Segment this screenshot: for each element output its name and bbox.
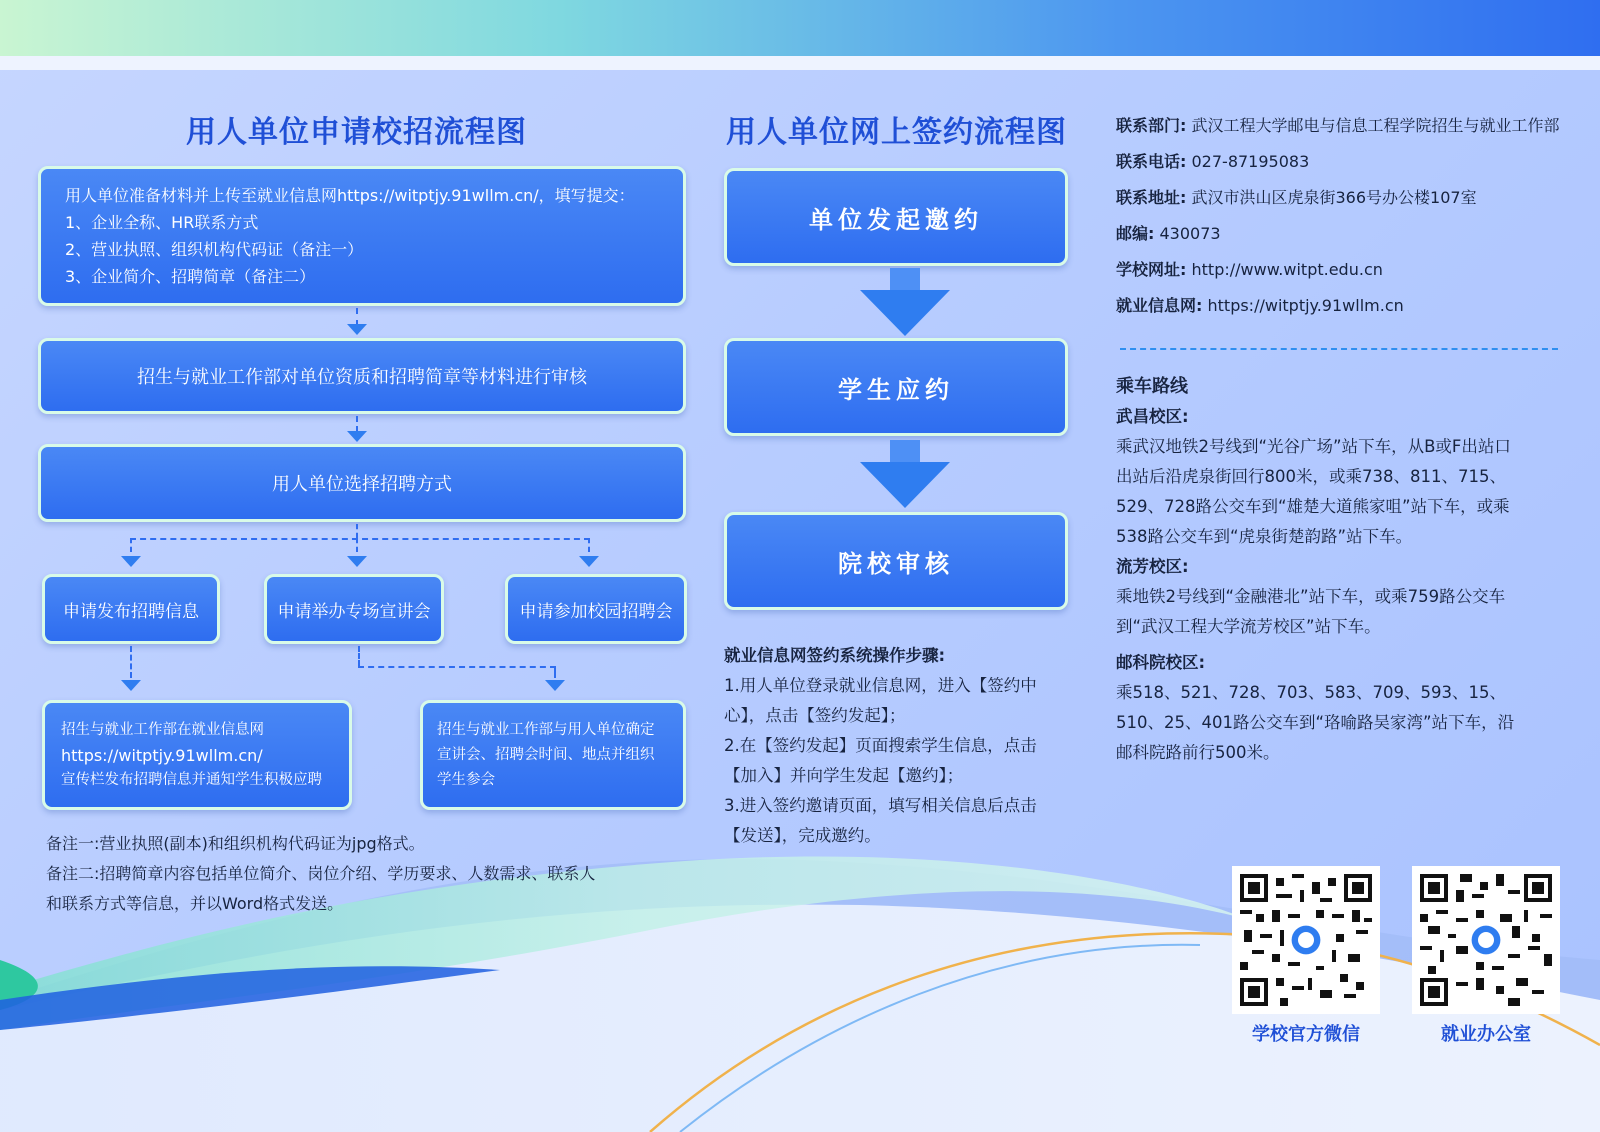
step-upload-materials [38, 166, 686, 306]
route-line: 乘地铁2号线到“金融港北”站下车，或乘759路公交车 [1116, 587, 1506, 606]
result-publish [42, 700, 352, 810]
address-value: 武汉市洪山区虎泉街366号办公楼107室 [1191, 188, 1477, 207]
site-label: 学校网址: [1116, 260, 1187, 279]
sign-step-invite: 单位发起邀约 [724, 168, 1068, 266]
route-line: 乘武汉地铁2号线到“光谷广场”站下车，从B或F出站口 [1116, 437, 1511, 456]
option-hold-seminar: 申请举办专场宣讲会 [264, 574, 444, 644]
job-site-value[interactable]: https://witptjy.91wllm.cn [1207, 296, 1404, 315]
campus-title: 流芳校区: [1116, 557, 1189, 576]
ops-line: 【加入】并向学生发起【邀约】； [724, 766, 964, 785]
connector-line [554, 666, 556, 678]
result-line: 宣讲会、招聘会时间、地点并组织 [437, 746, 655, 763]
step1-intro: 用人单位准备材料并上传至就业信息网https://witptjy.91wllm.cn/，填写提交： [65, 186, 635, 205]
ops-line: 3.进入签约邀请页面，填写相关信息后点击 [724, 796, 1037, 815]
big-arrow-down-icon [860, 440, 950, 510]
route-line: 乘518、521、728、703、583、709、593、15、 [1116, 683, 1506, 702]
arrow-down-icon [579, 556, 599, 567]
arrow-down-icon [545, 680, 565, 691]
wechat-qr-code [1232, 866, 1380, 1014]
job-site-label: 就业信息网: [1116, 296, 1203, 315]
route-line: 到“武汉工程大学流芳校区”站下车。 [1116, 617, 1381, 636]
sign-operation-steps [724, 641, 1084, 851]
ops-line: 1.用人单位登录就业信息网，进入【签约中 [724, 676, 1037, 695]
option-publish-info: 申请发布招聘信息 [42, 574, 220, 644]
office-qr-code [1412, 866, 1560, 1014]
qr-code-icon [1420, 874, 1552, 1006]
divider [1120, 348, 1558, 350]
step-review: 招生与就业工作部对单位资质和招聘简章等材料进行审核 [38, 338, 686, 414]
option-join-fair: 申请参加校园招聘会 [505, 574, 687, 644]
ops-title: 就业信息网签约系统操作步骤: [724, 646, 946, 665]
note-line: 备注一:营业执照(副本)和组织机构代码证为jpg格式。 [46, 834, 425, 853]
note-line: 和联系方式等信息，并以Word格式发送。 [46, 894, 344, 913]
sign-step-accept: 学生应约 [724, 338, 1068, 436]
route-line: 出站后沿虎泉街回行800米，或乘738、811、715、 [1116, 467, 1506, 486]
route-line: 538路公交车到“虎泉街楚韵路”站下车。 [1116, 527, 1413, 546]
arrow-down-icon [347, 431, 367, 442]
step1-item: 2、营业执照、组织机构代码证（备注一） [65, 240, 364, 259]
step-choose-method: 用人单位选择招聘方式 [38, 444, 686, 522]
ops-line: 2.在【签约发起】页面搜索学生信息，点击 [724, 736, 1037, 755]
route-line: 529、728路公交车到“雄楚大道熊家咀”站下车，或乘 [1116, 497, 1510, 516]
step1-item: 3、企业简介、招聘简章（备注二） [65, 267, 316, 286]
phone-label: 联系电话: [1116, 152, 1187, 171]
middle-flow-title: 用人单位网上签约流程图 [726, 115, 1067, 150]
arrow-down-icon [121, 680, 141, 691]
result-line: 宣传栏发布招聘信息并通知学生积极应聘 [61, 771, 322, 788]
arrow-down-icon [121, 556, 141, 567]
branch-line [358, 666, 556, 668]
result-line: 招生与就业工作部在就业信息网 [61, 721, 264, 738]
route-line: 邮科院路前行500米。 [1116, 743, 1280, 762]
office-caption: 就业办公室 [1441, 1024, 1531, 1045]
sign-step-approve: 院校审核 [724, 512, 1068, 610]
arrow-down-icon [347, 556, 367, 567]
ops-line: 【发送】，完成邀约。 [724, 826, 881, 845]
dept-label: 联系部门: [1116, 116, 1187, 135]
wechat-caption: 学校官方微信 [1252, 1024, 1360, 1045]
result-line: 招生与就业工作部与用人单位确定 [437, 721, 655, 738]
connector-line [130, 646, 132, 678]
route-line: 510、25、401路公交车到“珞喻路吴家湾”站下车，沿 [1116, 713, 1515, 732]
notes [46, 829, 696, 919]
contact-info [1116, 108, 1560, 324]
big-arrow-down-icon [860, 268, 950, 338]
result-seminar-fair [420, 700, 686, 810]
phone-value: 027-87195083 [1191, 152, 1310, 171]
address-label: 联系地址: [1116, 188, 1187, 207]
branch-line [130, 538, 590, 540]
connector-line [588, 538, 590, 552]
connector-line [356, 538, 358, 552]
left-flow-title: 用人单位申请校招流程图 [186, 115, 527, 150]
zip-label: 邮编: [1116, 224, 1155, 243]
ops-line: 心】，点击【签约发起】； [724, 706, 906, 725]
routes-title: 乘车路线 [1116, 376, 1188, 397]
dept-value: 武汉工程大学邮电与信息工程学院招生与就业工作部 [1191, 116, 1560, 135]
campus-title: 邮科院校区: [1116, 653, 1206, 672]
result-line: 学生参会 [437, 771, 495, 788]
bus-routes [1116, 372, 1576, 768]
result-line: https://witptjy.91wllm.cn/ [61, 745, 263, 765]
connector-line [358, 646, 360, 666]
qr-code-icon [1240, 874, 1372, 1006]
connector-line [356, 524, 358, 538]
arrow-down-icon [347, 324, 367, 335]
connector-line [356, 416, 358, 432]
connector-line [130, 538, 132, 552]
campus-title: 武昌校区: [1116, 407, 1189, 426]
step1-item: 1、企业全称、HR联系方式 [65, 213, 259, 232]
site-value[interactable]: http://www.witpt.edu.cn [1191, 260, 1383, 279]
note-line: 备注二:招聘简章内容包括单位简介、岗位介绍、学历要求、人数需求、联系人 [46, 864, 596, 883]
zip-value: 430073 [1159, 224, 1221, 243]
